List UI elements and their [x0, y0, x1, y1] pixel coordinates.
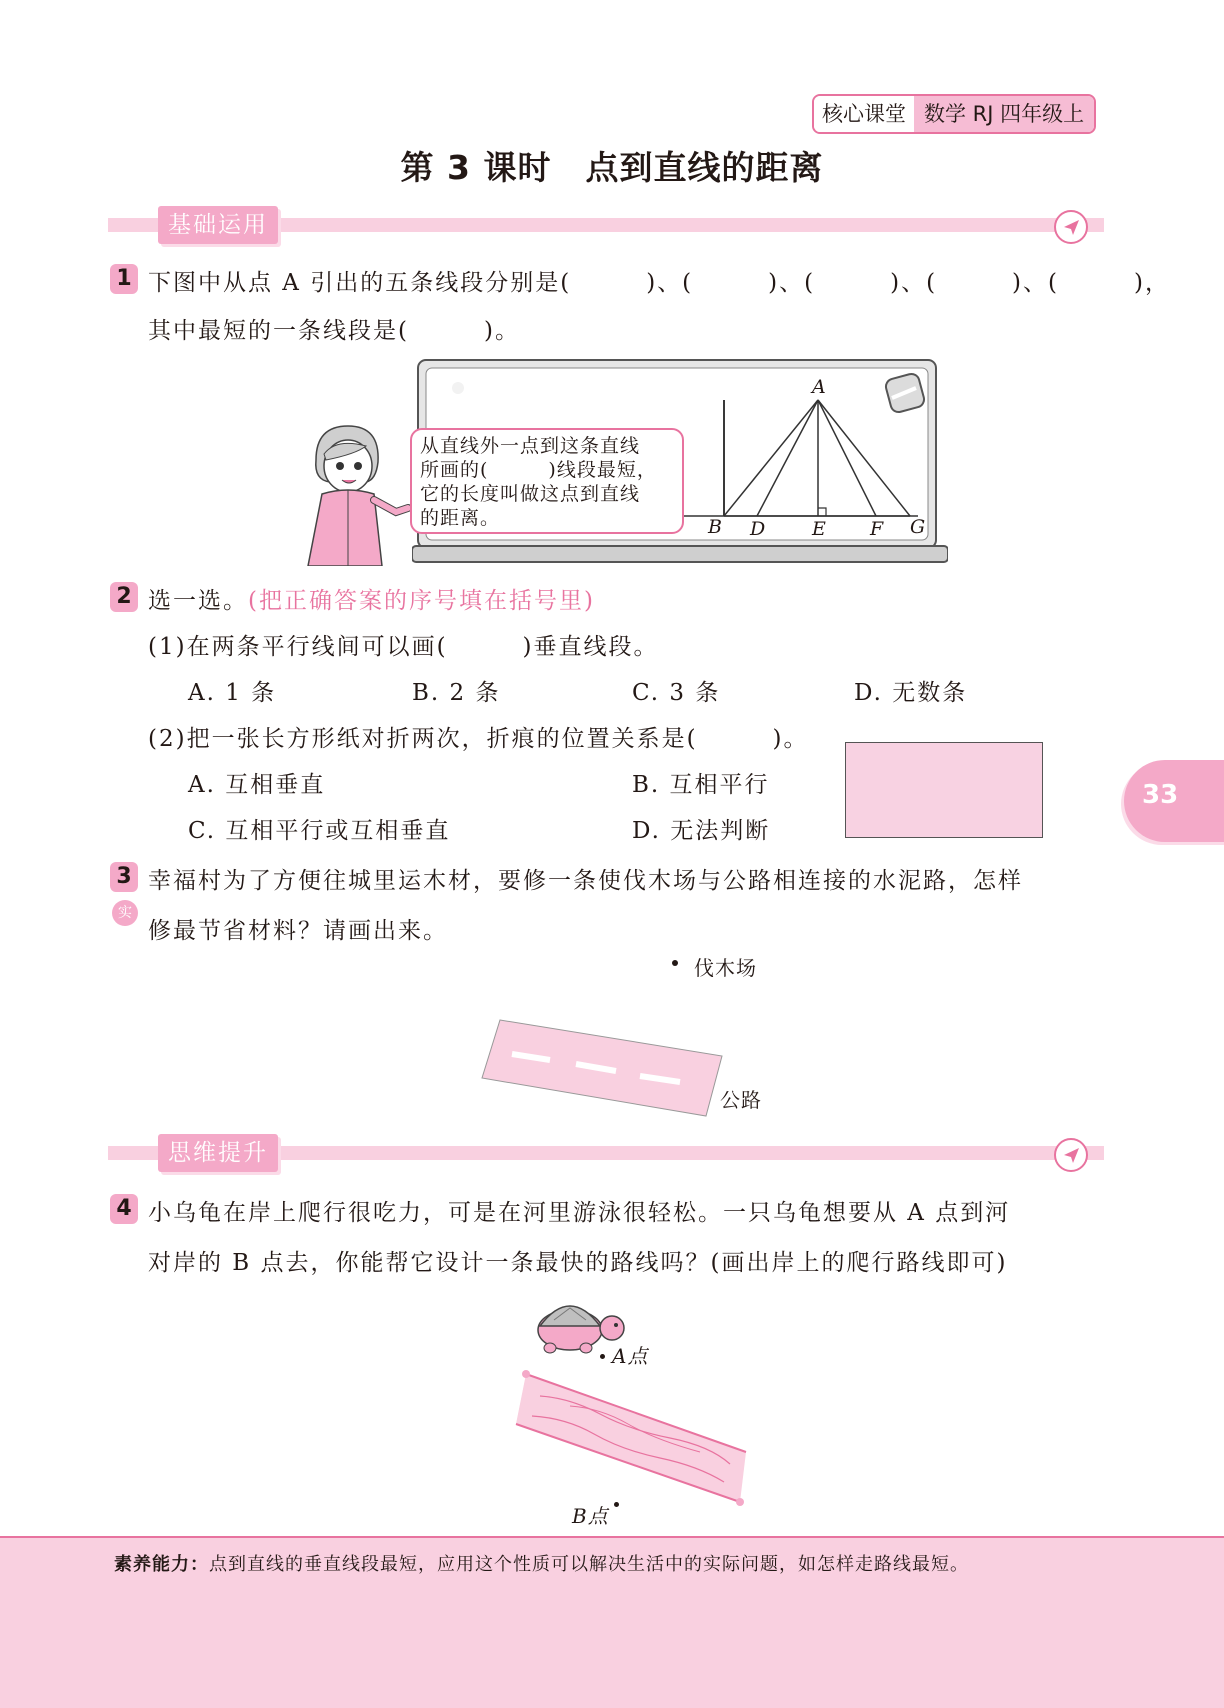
- q2-stem-text: 选一选。: [148, 588, 248, 614]
- header-tag-left: 核心课堂: [814, 96, 914, 132]
- river-drawing: [510, 1368, 750, 1508]
- q2-sub1-option-c: C. 3 条: [632, 680, 721, 706]
- question-number: 1: [110, 264, 138, 294]
- q2-hint: (把正确答案的序号填在括号里): [248, 588, 595, 614]
- section-tab-basic: 基础运用: [158, 206, 278, 244]
- footer-text: [114, 1550, 969, 1576]
- question-number: 3: [110, 862, 138, 892]
- point-label-a: A: [812, 376, 826, 398]
- q2-sub1-option-b: B. 2 条: [412, 680, 501, 706]
- page-title: 第 3 课时 点到直线的距离: [400, 148, 824, 187]
- road-drawing: [476, 1016, 736, 1120]
- q2-stem: [148, 582, 595, 615]
- paper-plane-icon: [1054, 1138, 1088, 1172]
- header-tag-right: 数学 RJ 四年级上: [914, 96, 1094, 132]
- rectangle-paper: [845, 742, 1043, 838]
- segment-AD: [757, 400, 818, 516]
- bubble-line-4: 的距离。: [420, 507, 501, 529]
- point-label-f: F: [870, 518, 884, 540]
- q3-line2: 修最节省材料？请画出来。: [148, 918, 448, 944]
- road-label: 公路: [720, 1088, 762, 1112]
- q2-sub1: (1)在两条平行线间可以画( )垂直线段。: [148, 634, 659, 660]
- point-label-b: B: [708, 516, 722, 538]
- footer-body: 点到直线的垂直线段最短，应用这个性质可以解决生活中的实际问题，如怎样走路线最短。: [209, 1554, 969, 1575]
- bubble-line-3: 它的长度叫做这点到直线: [420, 483, 641, 505]
- q1-line2: 其中最短的一条线段是( )。: [148, 318, 520, 344]
- q2-sub2-option-d: D. 无法判断: [632, 818, 771, 844]
- q4-line1: 小乌龟在岸上爬行很吃力，可是在河里游泳很轻松。一只乌龟想要从 A 点到河: [148, 1200, 1011, 1226]
- section-tab-thinking: 思维提升: [158, 1134, 278, 1172]
- point-label-d: D: [750, 518, 766, 540]
- point-b-marker: [614, 1502, 619, 1507]
- page-number: 33: [1142, 780, 1179, 810]
- q2-sub2-option-c: C. 互相平行或互相垂直: [188, 818, 451, 844]
- q2-sub2-option-b: B. 互相平行: [632, 772, 770, 798]
- segment-AF: [818, 400, 876, 516]
- bubble-line-1: 从直线外一点到这条直线: [420, 435, 641, 457]
- q4-line2: 对岸的 B 点去，你能帮它设计一条最快的路线吗？(画出岸上的爬行路线即可): [148, 1250, 1008, 1276]
- point-b-label: B点: [572, 1504, 609, 1528]
- point-a-label: A点: [612, 1344, 649, 1368]
- q1-line1: 下图中从点 A 引出的五条线段分别是( )、( )、( )、( )、( )，: [148, 270, 1170, 296]
- q2-sub2-option-a: A. 互相垂直: [188, 772, 326, 798]
- q2-sub1-option-a: A. 1 条: [188, 680, 277, 706]
- right-angle-mark: [818, 508, 826, 516]
- bubble-line-2: 所画的( )线段最短，: [420, 459, 657, 481]
- q2-sub2: (2)把一张长方形纸对折两次，折痕的位置关系是( )。: [148, 726, 809, 752]
- lumberyard-label: 伐木场: [694, 956, 757, 980]
- q2-sub1-option-d: D. 无数条: [854, 680, 968, 706]
- footer-label: 素养能力：: [114, 1554, 209, 1575]
- speech-bubble: [410, 428, 684, 534]
- question-number: 2: [110, 582, 138, 612]
- practice-icon: 实: [112, 900, 138, 926]
- q3-line1: 幸福村为了方便往城里运木材，要修一条使伐木场与公路相连接的水泥路，怎样: [148, 868, 1023, 894]
- point-label-g: G: [910, 516, 926, 538]
- teacher-illustration: [296, 420, 416, 566]
- segment-AG: [818, 400, 910, 516]
- segment-AB: [724, 400, 818, 516]
- page-number-tab: [1124, 760, 1224, 842]
- lumberyard-point: [672, 960, 678, 966]
- point-label-e: E: [812, 518, 826, 540]
- point-a-marker: [600, 1354, 605, 1359]
- question-number: 4: [110, 1194, 138, 1224]
